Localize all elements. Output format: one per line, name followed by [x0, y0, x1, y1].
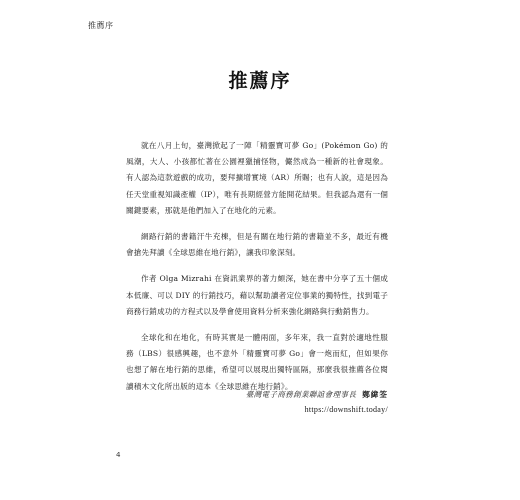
paragraph-2: 網路行銷的書籍汗牛充棟，但是有關在地行銷的書籍並不多，最近有機會搶先拜讀《全球思維在地行銷》，讓我印象深刻。 — [126, 232, 388, 258]
signature-line — [126, 387, 388, 402]
signature-name: 鄭緯筌 — [362, 390, 388, 399]
paragraph-4: 全球化和在地化，有時其實是一體兩面，多年來，我一直對於適地性服務（LBS）很感興趣，也不意外「精靈寶可夢 Go」會一炮而紅，但如果你也想了解在地行銷的思維，希望可以展現出獨特區隔，那麼我很推薦各位閱讀積木文化所出版的這本《全球思維在地行銷》。 — [126, 333, 388, 391]
paragraph-1: 就在八月上旬，臺灣掀起了一陣「精靈寶可夢 Go」(Pokémon Go) 的風潮，大人、小孩都忙著在公園裡獵捕怪物，儼然成為一種新的社會現象。有人認為這款遊戲的成功，要拜擴增實境（AR）所賜；也有人說，這是因為任天堂重視知識產權（IP），唯有長期經營方能開花結果。但我認為還有一個關鍵要素，那就是他們加入了在地化的元素。 — [126, 141, 388, 215]
signature-organization: 臺灣電子商務創業聯誼會理事長 — [245, 390, 357, 399]
page-number: 4 — [116, 451, 121, 459]
running-header: 推薦序 — [88, 21, 114, 30]
page-title: 推薦序 — [228, 70, 292, 92]
signature-url: https://downshift.today/ — [304, 405, 388, 414]
signature-block — [126, 387, 388, 417]
paragraph-3: 作者 Olga Mizrahi 在資訊業界的著力頗深，她在書中分享了五十個成本低廉、可以 DIY 的行銷技巧，藉以幫助讀者定位事業的獨特性，找到電子商務行銷成功的方程式以及學會使用資料分析來強化網路與行動銷售力。 — [126, 274, 388, 316]
foreword-body — [126, 138, 388, 405]
